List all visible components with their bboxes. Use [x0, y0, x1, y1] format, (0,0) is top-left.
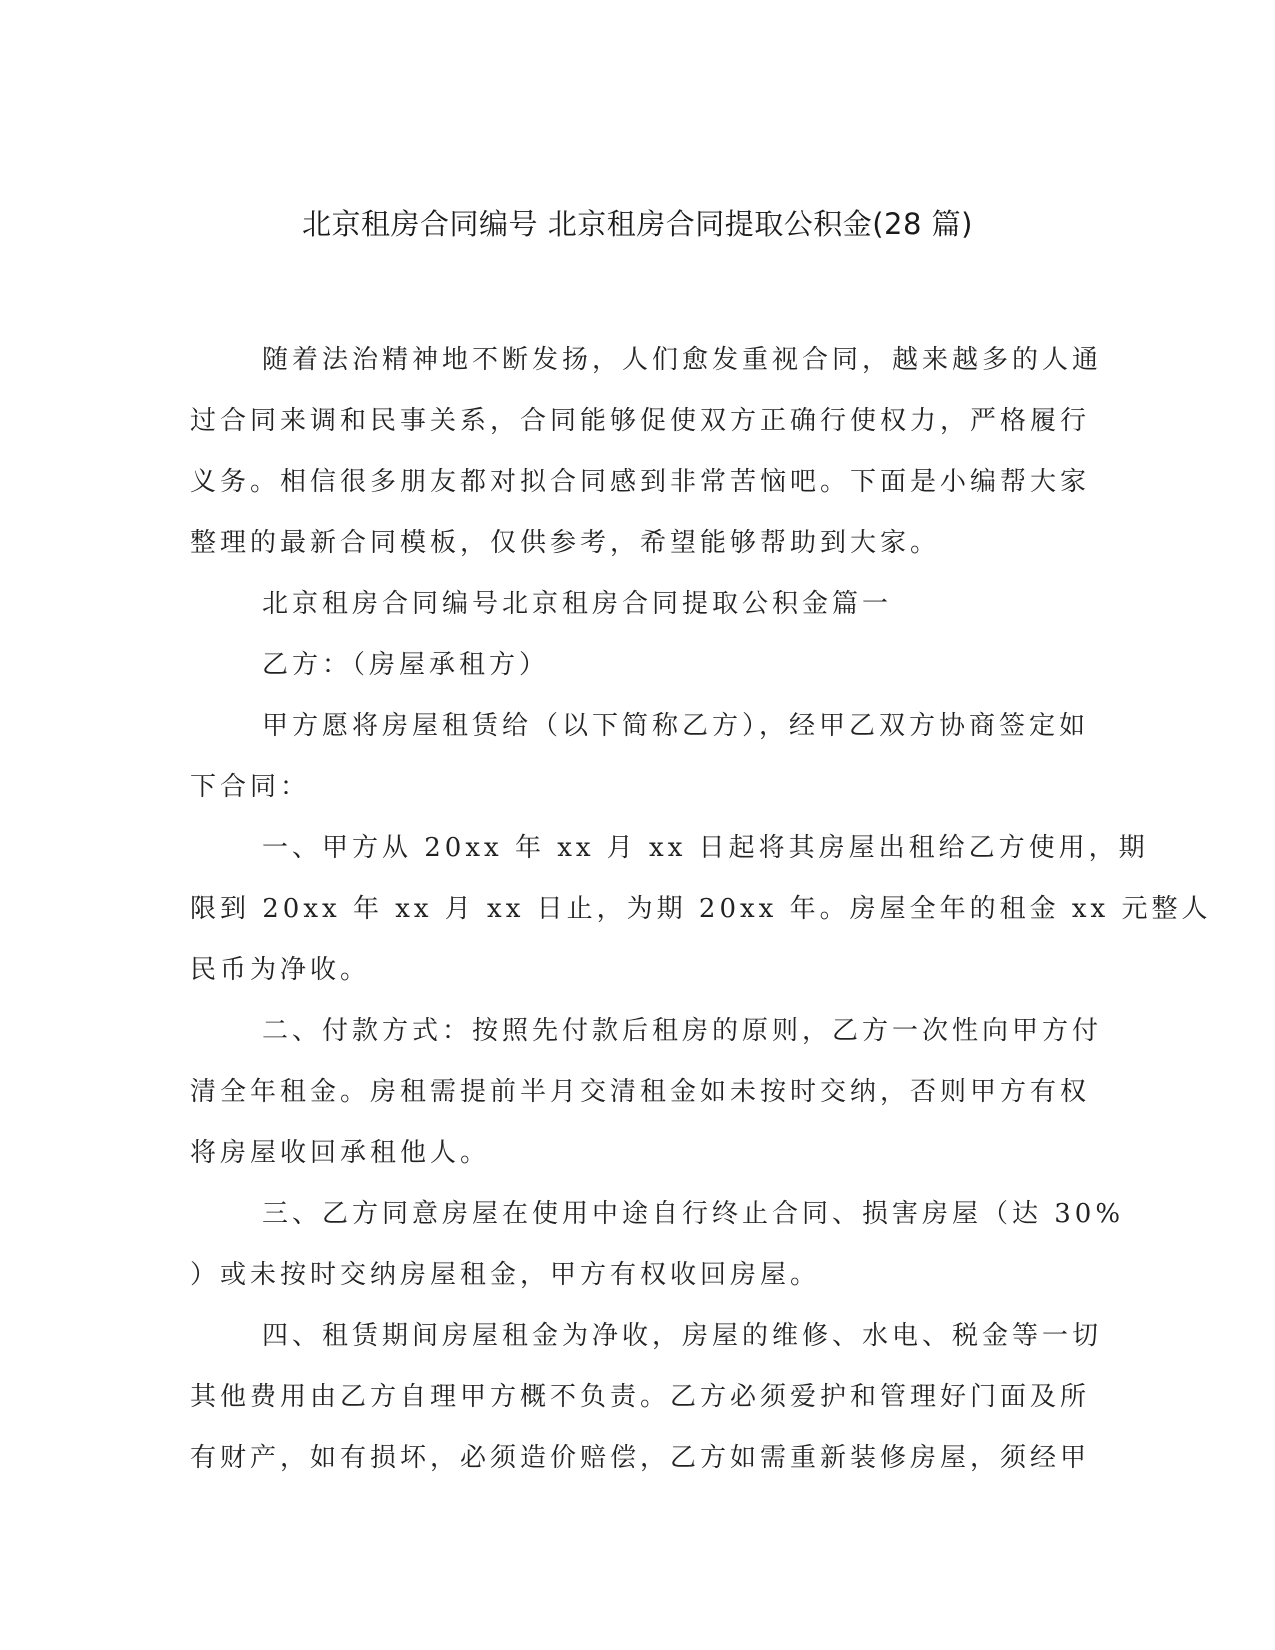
text-line: 三、乙方同意房屋在使用中途自行终止合同、损害房屋（达 30%: [262, 1199, 1125, 1229]
paragraph: [190, 696, 1090, 818]
text-line: 过合同来调和民事关系，合同能够促使双方正确行使权力，严格履行: [190, 406, 1091, 436]
document-body: [190, 330, 1212, 1489]
text-line: 北京租房合同编号北京租房合同提取公积金篇一: [262, 589, 893, 619]
paragraph: [190, 1306, 1103, 1489]
text-line: 乙方：（房屋承租方）: [262, 650, 550, 680]
text-line: 下合同：: [190, 772, 311, 802]
text-line: 将房屋收回承租他人。: [190, 1138, 491, 1168]
text-line: 随着法治精神地不断发扬，人们愈发重视合同，越来越多的人通: [262, 345, 1103, 375]
text-line: ）或未按时交纳房屋租金，甲方有权收回房屋。: [190, 1260, 821, 1290]
paragraph: [190, 635, 1080, 696]
text-line: 甲方愿将房屋租赁给（以下简称乙方），经甲乙双方协商签定如: [262, 711, 1090, 741]
text-line: 民币为净收。: [190, 955, 371, 985]
text-line: 一、甲方从 20xx 年 xx 月 xx 日起将其房屋出租给乙方使用，期: [262, 833, 1149, 863]
section-heading: [190, 574, 1080, 635]
text-line: 义务。相信很多朋友都对拟合同感到非常苦恼吧。下面是小编帮大家: [190, 467, 1091, 497]
text-line: 限到 20xx 年 xx 月 xx 日止，为期 20xx 年。房屋全年的租金 xx 元整人: [190, 894, 1212, 924]
text-line: 四、租赁期间房屋租金为净收，房屋的维修、水电、税金等一切: [262, 1321, 1103, 1351]
text-line: 二、付款方式：按照先付款后租房的原则，乙方一次性向甲方付: [262, 1016, 1103, 1046]
text-line: 其他费用由乙方自理甲方概不负责。乙方必须爱护和管理好门面及所: [190, 1382, 1091, 1412]
paragraph: [190, 1184, 1125, 1306]
document-title: 北京租房合同编号 北京租房合同提取公积金(28 篇): [302, 207, 973, 241]
paragraph: [190, 1001, 1103, 1184]
paragraph: [190, 818, 1212, 1001]
paragraph: [190, 330, 1103, 574]
text-line: 有财产，如有损坏，必须造价赔偿，乙方如需重新装修房屋，须经甲: [190, 1443, 1091, 1473]
text-line: 清全年租金。房租需提前半月交清租金如未按时交纳，否则甲方有权: [190, 1077, 1091, 1107]
text-line: 整理的最新合同模板，仅供参考，希望能够帮助到大家。: [190, 528, 941, 558]
